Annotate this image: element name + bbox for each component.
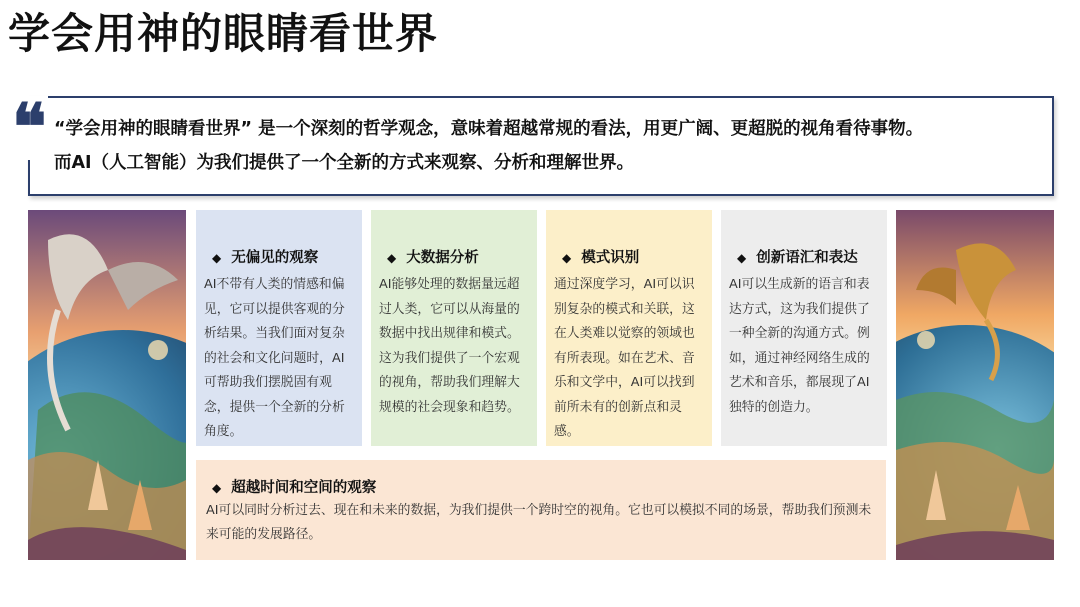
card-unbiased-observation [196, 210, 362, 446]
quote-line-1: “学会用神的眼睛看世界” 是一个深刻的哲学观念，意味着超越常规的看法，用更广阔、更超脱的视角看待事物。 [54, 119, 924, 139]
card-body: AI可以同时分析过去、现在和未来的数据，为我们提供一个跨时空的视角。它也可以模拟不同的场景，帮助我们预测未来可能的发展路径。 [206, 503, 872, 542]
diamond-bullet-icon: ◆ [212, 481, 222, 495]
diamond-bullet-icon: ◆ [562, 251, 572, 265]
quote-box [28, 96, 1054, 196]
dragon-world-art [896, 210, 1054, 560]
dragon-world-art [28, 210, 186, 560]
card-pattern-recognition [546, 210, 712, 446]
card-body: 通过深度学习，AI可以识别复杂的模式和关联，这在人类难以觉察的领域也有所表现。如在艺术、音乐和文学中，AI可以找到前所未有的创新点和灵感。 [554, 277, 695, 439]
fantasy-dragon-illustration-left [28, 210, 186, 560]
diamond-bullet-icon: ◆ [737, 251, 747, 265]
card-big-data-analysis [371, 210, 537, 446]
page-title: 学会用神的眼睛看世界 [8, 9, 439, 58]
quote-text [54, 112, 1040, 180]
fantasy-dragon-illustration-right [896, 210, 1054, 560]
diamond-bullet-icon: ◆ [212, 251, 222, 265]
card-title: 模式识别 [581, 250, 640, 266]
quote-mark-icon: ❝ [12, 90, 47, 165]
card-body: AI能够处理的数据量远超过人类，它可以从海量的数据中找出规律和模式。这为我们提供了一个宏观的视角，帮助我们理解大规模的社会现象和趋势。 [379, 277, 520, 415]
card-body: AI不带有人类的情感和偏见，它可以提供客观的分析结果。当我们面对复杂的社会和文化问题时，AI可帮助我们摆脱固有观念，提供一个全新的分析角度。 [204, 277, 345, 439]
card-beyond-time-space [196, 460, 886, 560]
card-body: AI可以生成新的语言和表达方式，这为我们提供了一种全新的沟通方式。例如，通过神经网络生成的艺术和音乐，都展现了AI独特的创造力。 [729, 277, 870, 415]
card-innovative-expression [721, 210, 887, 446]
card-title: 无偏见的观察 [231, 250, 319, 266]
card-title: 大数据分析 [406, 250, 479, 266]
card-title: 超越时间和空间的观察 [231, 480, 377, 496]
quote-line-2: 而AI（人工智能）为我们提供了一个全新的方式来观察、分析和理解世界。 [54, 153, 635, 173]
card-title: 创新语汇和表达 [756, 250, 858, 266]
diamond-bullet-icon: ◆ [387, 251, 397, 265]
